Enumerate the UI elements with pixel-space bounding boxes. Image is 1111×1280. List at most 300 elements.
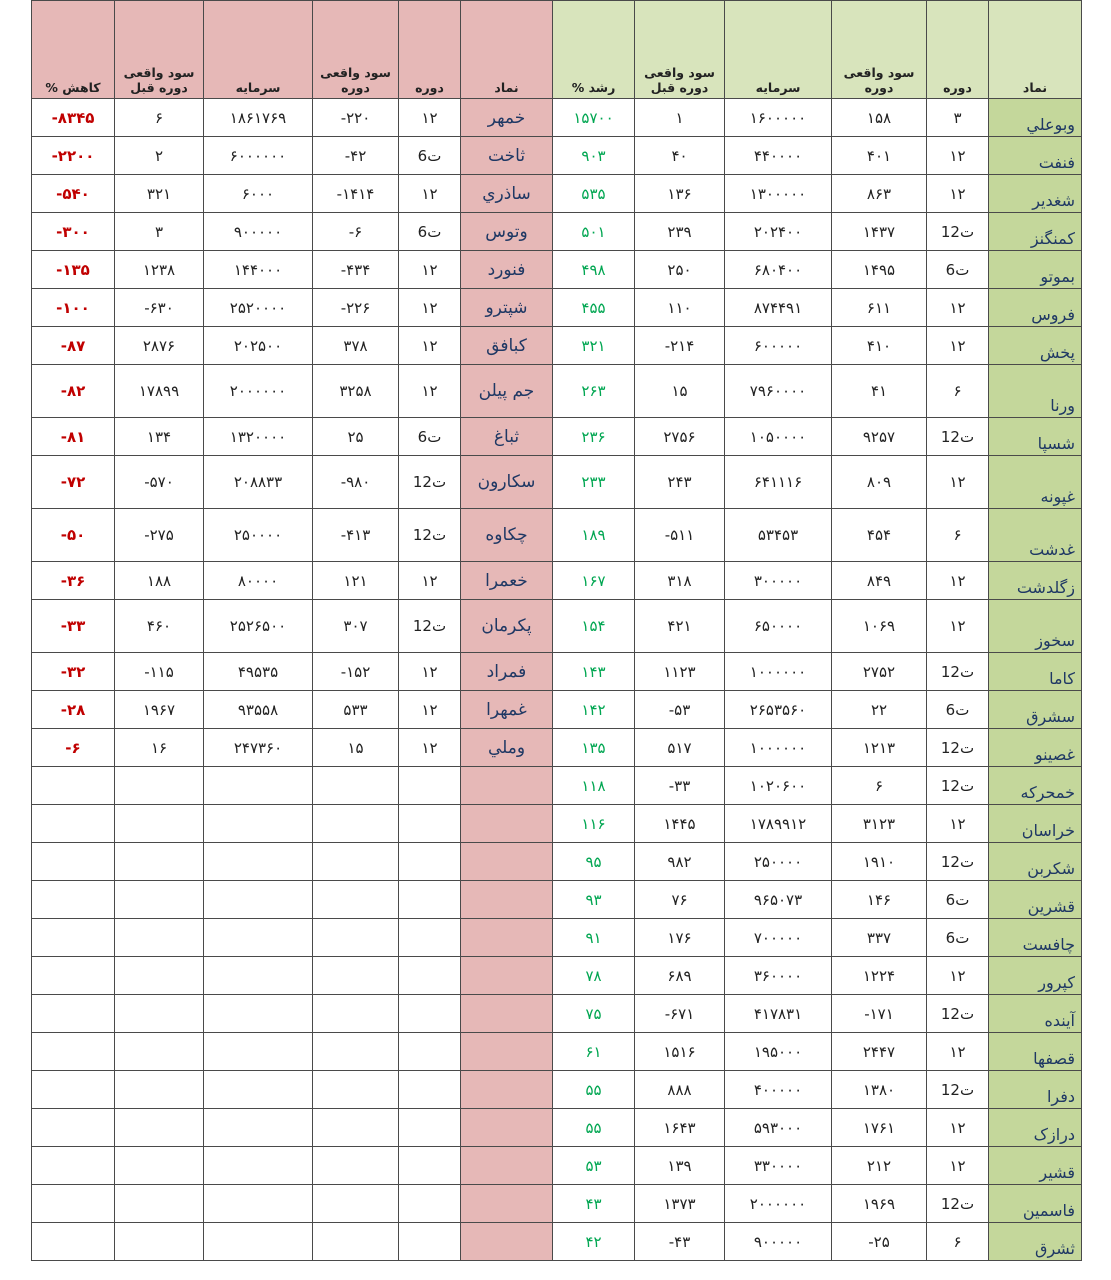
loss-symbol-cell: [461, 919, 553, 957]
growth-growth-pct-cell: ۴۵۵: [553, 289, 635, 327]
loss-capital-cell: ۲۵۲۰۰۰۰: [204, 289, 313, 327]
loss-symbol-cell: [461, 957, 553, 995]
loss-symbol-cell: [461, 1223, 553, 1261]
loss-symbol-cell: ثباغ: [461, 418, 553, 456]
loss-real-profit-period-cell: ۲۵: [313, 418, 399, 456]
growth-real-profit-period-cell: ۱۵۸: [832, 99, 927, 137]
growth-real-profit-prev-cell: ۲۳۹: [635, 213, 725, 251]
loss-real-profit-period-cell: [313, 1147, 399, 1185]
growth-real-profit-period-cell: ۲۲: [832, 691, 927, 729]
loss-capital-cell: ۹۳۵۵۸: [204, 691, 313, 729]
growth-real-profit-period-cell: -۱۷۱: [832, 995, 927, 1033]
loss-period-cell: ۱۲: [399, 327, 461, 365]
loss-real-profit-period-cell: ۳۲۵۸: [313, 365, 399, 418]
loss-symbol-cell: ثاخت: [461, 137, 553, 175]
loss-loss-pct-cell: -۳۶: [32, 562, 115, 600]
loss-capital-cell: [204, 957, 313, 995]
growth-real-profit-period-cell: ۸۶۳: [832, 175, 927, 213]
growth-symbol-cell: چافست: [989, 919, 1082, 957]
loss-capital-cell: ۶۰۰۰: [204, 175, 313, 213]
loss-loss-pct-cell: -۳۲: [32, 653, 115, 691]
table-row: [32, 99, 1082, 137]
header-period-growth: دوره: [927, 1, 989, 99]
loss-symbol-cell: فنورد: [461, 251, 553, 289]
loss-real-profit-prev-cell: ۱۷۸۹۹: [115, 365, 204, 418]
loss-symbol-cell: خعمرا: [461, 562, 553, 600]
header-capital-growth: سرمایه: [725, 1, 832, 99]
loss-period-cell: [399, 881, 461, 919]
loss-period-cell: 12ت: [399, 509, 461, 562]
growth-symbol-cell: شغدير: [989, 175, 1082, 213]
loss-real-profit-period-cell: ۵۳۳: [313, 691, 399, 729]
loss-capital-cell: ۸۰۰۰۰: [204, 562, 313, 600]
loss-symbol-cell: [461, 881, 553, 919]
loss-capital-cell: ۹۰۰۰۰۰: [204, 213, 313, 251]
growth-growth-pct-cell: ۵۵: [553, 1071, 635, 1109]
loss-real-profit-prev-cell: ۱۹۶۷: [115, 691, 204, 729]
loss-period-cell: [399, 919, 461, 957]
growth-period-cell: 12ت: [927, 1071, 989, 1109]
growth-real-profit-prev-cell: -۲۱۴: [635, 327, 725, 365]
growth-period-cell: 6ت: [927, 919, 989, 957]
growth-real-profit-period-cell: ۳۳۷: [832, 919, 927, 957]
table-row: [32, 653, 1082, 691]
loss-period-cell: ۱۲: [399, 175, 461, 213]
loss-symbol-cell: [461, 805, 553, 843]
growth-capital-cell: ۱۷۸۹۹۱۲: [725, 805, 832, 843]
loss-real-profit-period-cell: [313, 919, 399, 957]
loss-capital-cell: ۲۴۷۳۶۰: [204, 729, 313, 767]
table-row: [32, 327, 1082, 365]
growth-period-cell: ۱۲: [927, 289, 989, 327]
growth-real-profit-prev-cell: ۲۴۳: [635, 456, 725, 509]
growth-capital-cell: ۱۳۰۰۰۰۰: [725, 175, 832, 213]
loss-real-profit-period-cell: ۱۲۱: [313, 562, 399, 600]
loss-loss-pct-cell: [32, 881, 115, 919]
growth-growth-pct-cell: ۳۲۱: [553, 327, 635, 365]
growth-real-profit-prev-cell: ۱۵: [635, 365, 725, 418]
growth-capital-cell: ۲۰۰۰۰۰۰: [725, 1185, 832, 1223]
loss-loss-pct-cell: [32, 1033, 115, 1071]
growth-capital-cell: ۱۰۵۰۰۰۰: [725, 418, 832, 456]
growth-capital-cell: ۱۰۲۰۶۰۰: [725, 767, 832, 805]
loss-capital-cell: [204, 805, 313, 843]
loss-capital-cell: ۴۹۵۳۵: [204, 653, 313, 691]
earnings-table-container: [31, 0, 1081, 1261]
earnings-comparison-table: [31, 0, 1082, 1261]
growth-real-profit-prev-cell: ۴۲۱: [635, 600, 725, 653]
growth-capital-cell: ۱۹۵۰۰۰: [725, 1033, 832, 1071]
loss-real-profit-prev-cell: -۵۷۰: [115, 456, 204, 509]
loss-symbol-cell: ساذري: [461, 175, 553, 213]
loss-real-profit-period-cell: ۱۵: [313, 729, 399, 767]
loss-capital-cell: ۲۵۲۶۵۰۰: [204, 600, 313, 653]
loss-symbol-cell: چکاوه: [461, 509, 553, 562]
growth-capital-cell: ۷۰۰۰۰۰: [725, 919, 832, 957]
loss-symbol-cell: [461, 767, 553, 805]
growth-real-profit-prev-cell: ۵۱۷: [635, 729, 725, 767]
loss-symbol-cell: شپترو: [461, 289, 553, 327]
loss-loss-pct-cell: -۸۱: [32, 418, 115, 456]
loss-real-profit-prev-cell: [115, 1223, 204, 1261]
table-row: [32, 691, 1082, 729]
growth-period-cell: 12ت: [927, 213, 989, 251]
growth-capital-cell: ۴۱۷۸۳۱: [725, 995, 832, 1033]
loss-symbol-cell: فمراد: [461, 653, 553, 691]
loss-real-profit-period-cell: [313, 1033, 399, 1071]
loss-period-cell: ۱۲: [399, 365, 461, 418]
loss-real-profit-prev-cell: [115, 881, 204, 919]
table-row: [32, 957, 1082, 995]
loss-real-profit-period-cell: [313, 1071, 399, 1109]
growth-symbol-cell: بموتو: [989, 251, 1082, 289]
table-row: [32, 456, 1082, 509]
growth-growth-pct-cell: ۱۴۲: [553, 691, 635, 729]
growth-growth-pct-cell: ۵۳۵: [553, 175, 635, 213]
loss-symbol-cell: غمهرا: [461, 691, 553, 729]
growth-growth-pct-cell: ۹۱: [553, 919, 635, 957]
growth-capital-cell: ۱۰۰۰۰۰۰: [725, 653, 832, 691]
growth-growth-pct-cell: ۱۱۸: [553, 767, 635, 805]
loss-period-cell: ۱۲: [399, 691, 461, 729]
growth-real-profit-prev-cell: ۱۴۴۵: [635, 805, 725, 843]
growth-period-cell: ۱۲: [927, 1033, 989, 1071]
growth-real-profit-period-cell: ۱۹۶۹: [832, 1185, 927, 1223]
loss-symbol-cell: [461, 1147, 553, 1185]
loss-period-cell: 12ت: [399, 600, 461, 653]
table-row: [32, 1109, 1082, 1147]
loss-period-cell: 6ت: [399, 213, 461, 251]
table-row: [32, 137, 1082, 175]
table-row: [32, 600, 1082, 653]
loss-symbol-cell: [461, 1033, 553, 1071]
loss-loss-pct-cell: [32, 1185, 115, 1223]
table-row: [32, 995, 1082, 1033]
loss-period-cell: ۱۲: [399, 99, 461, 137]
loss-real-profit-prev-cell: [115, 767, 204, 805]
loss-real-profit-period-cell: -۶: [313, 213, 399, 251]
loss-real-profit-prev-cell: ۳۲۱: [115, 175, 204, 213]
growth-period-cell: ۱۲: [927, 1109, 989, 1147]
header-symbol-growth: نماد: [989, 1, 1082, 99]
growth-symbol-cell: خمحرکه: [989, 767, 1082, 805]
loss-period-cell: ۱۲: [399, 289, 461, 327]
growth-symbol-cell: غدشت: [989, 509, 1082, 562]
growth-real-profit-period-cell: ۶: [832, 767, 927, 805]
loss-real-profit-period-cell: [313, 1223, 399, 1261]
growth-real-profit-prev-cell: ۱۶۴۳: [635, 1109, 725, 1147]
growth-period-cell: ۱۲: [927, 805, 989, 843]
loss-real-profit-prev-cell: ۳: [115, 213, 204, 251]
loss-loss-pct-cell: [32, 767, 115, 805]
loss-capital-cell: [204, 881, 313, 919]
growth-real-profit-period-cell: ۴۵۴: [832, 509, 927, 562]
growth-real-profit-period-cell: ۶۱۱: [832, 289, 927, 327]
table-row: [32, 881, 1082, 919]
loss-loss-pct-cell: -۵۰: [32, 509, 115, 562]
loss-loss-pct-cell: -۷۲: [32, 456, 115, 509]
growth-real-profit-period-cell: ۸۰۹: [832, 456, 927, 509]
growth-growth-pct-cell: ۱۵۷۰۰: [553, 99, 635, 137]
loss-capital-cell: [204, 843, 313, 881]
growth-growth-pct-cell: ۹۰۳: [553, 137, 635, 175]
loss-loss-pct-cell: -۸۳۴۵: [32, 99, 115, 137]
table-row: [32, 175, 1082, 213]
loss-real-profit-period-cell: [313, 1109, 399, 1147]
growth-real-profit-period-cell: ۸۴۹: [832, 562, 927, 600]
growth-real-profit-prev-cell: ۱۱۰: [635, 289, 725, 327]
loss-real-profit-prev-cell: [115, 995, 204, 1033]
growth-period-cell: 12ت: [927, 995, 989, 1033]
growth-period-cell: 6ت: [927, 691, 989, 729]
loss-real-profit-prev-cell: ۱۳۴: [115, 418, 204, 456]
header-capital: سرمایه: [204, 1, 313, 99]
loss-period-cell: [399, 1185, 461, 1223]
loss-real-profit-prev-cell: -۱۱۵: [115, 653, 204, 691]
loss-symbol-cell: پکرمان: [461, 600, 553, 653]
growth-growth-pct-cell: ۱۸۹: [553, 509, 635, 562]
loss-capital-cell: ۲۵۰۰۰۰: [204, 509, 313, 562]
growth-growth-pct-cell: ۷۸: [553, 957, 635, 995]
loss-loss-pct-cell: [32, 843, 115, 881]
loss-loss-pct-cell: -۲۸: [32, 691, 115, 729]
loss-real-profit-period-cell: -۲۲۶: [313, 289, 399, 327]
growth-real-profit-period-cell: ۱۲۱۳: [832, 729, 927, 767]
growth-real-profit-prev-cell: ۹۸۲: [635, 843, 725, 881]
table-row: [32, 729, 1082, 767]
growth-capital-cell: ۵۳۴۵۳: [725, 509, 832, 562]
table-row: [32, 1147, 1082, 1185]
header-real-profit-prev: سود واقعی دوره قبل: [115, 1, 204, 99]
growth-growth-pct-cell: ۱۳۵: [553, 729, 635, 767]
table-row: [32, 509, 1082, 562]
loss-real-profit-prev-cell: ۱۶: [115, 729, 204, 767]
loss-real-profit-period-cell: [313, 995, 399, 1033]
loss-symbol-cell: سکارون: [461, 456, 553, 509]
table-row: [32, 843, 1082, 881]
loss-capital-cell: [204, 1071, 313, 1109]
growth-growth-pct-cell: ۷۵: [553, 995, 635, 1033]
growth-symbol-cell: فاسمين: [989, 1185, 1082, 1223]
growth-period-cell: ۱۲: [927, 137, 989, 175]
loss-symbol-cell: خمهر: [461, 99, 553, 137]
loss-loss-pct-cell: [32, 805, 115, 843]
header-symbol: نماد: [461, 1, 553, 99]
growth-capital-cell: ۹۰۰۰۰۰: [725, 1223, 832, 1261]
table-row: [32, 919, 1082, 957]
growth-symbol-cell: شکربن: [989, 843, 1082, 881]
growth-capital-cell: ۶۵۰۰۰۰: [725, 600, 832, 653]
loss-loss-pct-cell: [32, 995, 115, 1033]
growth-growth-pct-cell: ۱۴۳: [553, 653, 635, 691]
loss-real-profit-prev-cell: ۶: [115, 99, 204, 137]
loss-real-profit-prev-cell: [115, 1033, 204, 1071]
loss-loss-pct-cell: [32, 919, 115, 957]
growth-period-cell: ۱۲: [927, 1147, 989, 1185]
loss-real-profit-period-cell: -۴۳۴: [313, 251, 399, 289]
growth-capital-cell: ۶۴۱۱۱۶: [725, 456, 832, 509]
loss-period-cell: ۱۲: [399, 562, 461, 600]
loss-capital-cell: [204, 919, 313, 957]
growth-capital-cell: ۳۳۰۰۰۰: [725, 1147, 832, 1185]
loss-real-profit-prev-cell: [115, 957, 204, 995]
growth-real-profit-prev-cell: ۷۶: [635, 881, 725, 919]
growth-period-cell: ۱۲: [927, 175, 989, 213]
growth-symbol-cell: سشرق: [989, 691, 1082, 729]
growth-symbol-cell: قصفها: [989, 1033, 1082, 1071]
table-row: [32, 289, 1082, 327]
growth-capital-cell: ۳۶۰۰۰۰: [725, 957, 832, 995]
growth-real-profit-prev-cell: -۳۳: [635, 767, 725, 805]
header-loss-pct: % کاهش: [32, 1, 115, 99]
loss-loss-pct-cell: -۱۳۵: [32, 251, 115, 289]
loss-period-cell: [399, 1071, 461, 1109]
growth-period-cell: ۶: [927, 365, 989, 418]
growth-real-profit-prev-cell: -۵۱۱: [635, 509, 725, 562]
growth-capital-cell: ۲۶۵۳۵۶۰: [725, 691, 832, 729]
loss-real-profit-period-cell: [313, 843, 399, 881]
loss-capital-cell: ۱۳۲۰۰۰۰: [204, 418, 313, 456]
loss-capital-cell: [204, 1185, 313, 1223]
loss-loss-pct-cell: [32, 1147, 115, 1185]
growth-growth-pct-cell: ۲۳۶: [553, 418, 635, 456]
table-row: [32, 1185, 1082, 1223]
growth-growth-pct-cell: ۵۵: [553, 1109, 635, 1147]
growth-period-cell: ۱۲: [927, 456, 989, 509]
growth-symbol-cell: شسپا: [989, 418, 1082, 456]
growth-growth-pct-cell: ۹۵: [553, 843, 635, 881]
growth-period-cell: 12ت: [927, 729, 989, 767]
loss-capital-cell: ۲۰۸۸۳۳: [204, 456, 313, 509]
growth-symbol-cell: کمنگنز: [989, 213, 1082, 251]
growth-symbol-cell: وبوعلي: [989, 99, 1082, 137]
loss-symbol-cell: [461, 1071, 553, 1109]
loss-real-profit-period-cell: [313, 957, 399, 995]
loss-capital-cell: [204, 767, 313, 805]
loss-real-profit-prev-cell: [115, 805, 204, 843]
growth-real-profit-prev-cell: ۸۸۸: [635, 1071, 725, 1109]
loss-period-cell: [399, 843, 461, 881]
loss-period-cell: 6ت: [399, 418, 461, 456]
growth-capital-cell: ۶۸۰۴۰۰: [725, 251, 832, 289]
growth-symbol-cell: غپونه: [989, 456, 1082, 509]
loss-period-cell: [399, 1223, 461, 1261]
growth-period-cell: 6ت: [927, 881, 989, 919]
loss-real-profit-prev-cell: -۲۷۵: [115, 509, 204, 562]
loss-real-profit-period-cell: [313, 1185, 399, 1223]
growth-real-profit-period-cell: ۱۴۶: [832, 881, 927, 919]
growth-growth-pct-cell: ۴۹۸: [553, 251, 635, 289]
loss-period-cell: ۱۲: [399, 653, 461, 691]
growth-symbol-cell: کپرور: [989, 957, 1082, 995]
growth-capital-cell: ۲۵۰۰۰۰: [725, 843, 832, 881]
loss-period-cell: 6ت: [399, 137, 461, 175]
loss-real-profit-prev-cell: ۱۲۳۸: [115, 251, 204, 289]
table-header-row: [32, 1, 1082, 99]
growth-real-profit-period-cell: ۴۱۰: [832, 327, 927, 365]
growth-real-profit-prev-cell: -۵۳: [635, 691, 725, 729]
loss-real-profit-prev-cell: ۱۸۸: [115, 562, 204, 600]
loss-capital-cell: [204, 1109, 313, 1147]
loss-period-cell: [399, 995, 461, 1033]
loss-capital-cell: [204, 1223, 313, 1261]
growth-capital-cell: ۹۶۵۰۷۳: [725, 881, 832, 919]
growth-real-profit-period-cell: ۹۲۵۷: [832, 418, 927, 456]
growth-growth-pct-cell: ۵۳: [553, 1147, 635, 1185]
growth-real-profit-prev-cell: ۱۳۷۳: [635, 1185, 725, 1223]
growth-real-profit-period-cell: ۱۴۹۵: [832, 251, 927, 289]
growth-period-cell: ۱۲: [927, 600, 989, 653]
growth-period-cell: ۱۲: [927, 957, 989, 995]
loss-capital-cell: [204, 995, 313, 1033]
growth-capital-cell: ۴۰۰۰۰۰: [725, 1071, 832, 1109]
growth-period-cell: ۱۲: [927, 562, 989, 600]
loss-real-profit-period-cell: [313, 767, 399, 805]
growth-capital-cell: ۱۰۰۰۰۰۰: [725, 729, 832, 767]
growth-symbol-cell: غصينو: [989, 729, 1082, 767]
table-row: [32, 1223, 1082, 1261]
loss-real-profit-prev-cell: [115, 1185, 204, 1223]
loss-real-profit-period-cell: -۴۱۳: [313, 509, 399, 562]
growth-real-profit-period-cell: ۱۷۶۱: [832, 1109, 927, 1147]
loss-real-profit-prev-cell: ۴۶۰: [115, 600, 204, 653]
loss-symbol-cell: وتوس: [461, 213, 553, 251]
loss-period-cell: [399, 1147, 461, 1185]
growth-growth-pct-cell: ۹۳: [553, 881, 635, 919]
growth-real-profit-period-cell: ۲۱۲: [832, 1147, 927, 1185]
growth-capital-cell: ۸۷۴۴۹۱: [725, 289, 832, 327]
loss-loss-pct-cell: [32, 1223, 115, 1261]
growth-real-profit-prev-cell: ۲۷۵۶: [635, 418, 725, 456]
growth-symbol-cell: خراسان: [989, 805, 1082, 843]
growth-real-profit-prev-cell: ۱۳۶: [635, 175, 725, 213]
growth-growth-pct-cell: ۶۱: [553, 1033, 635, 1071]
growth-growth-pct-cell: ۲۶۳: [553, 365, 635, 418]
table-row: [32, 213, 1082, 251]
growth-period-cell: 12ت: [927, 843, 989, 881]
growth-symbol-cell: پخش: [989, 327, 1082, 365]
loss-loss-pct-cell: -۵۴۰: [32, 175, 115, 213]
loss-period-cell: [399, 957, 461, 995]
loss-symbol-cell: [461, 995, 553, 1033]
loss-real-profit-period-cell: -۱۴۱۴: [313, 175, 399, 213]
header-real-profit-period: سود واقعی دوره: [313, 1, 399, 99]
growth-real-profit-period-cell: ۱۴۳۷: [832, 213, 927, 251]
loss-real-profit-period-cell: -۲۲۰: [313, 99, 399, 137]
growth-capital-cell: ۵۹۳۰۰۰: [725, 1109, 832, 1147]
growth-real-profit-period-cell: ۴۱: [832, 365, 927, 418]
loss-period-cell: ۱۲: [399, 729, 461, 767]
growth-growth-pct-cell: ۵۰۱: [553, 213, 635, 251]
growth-period-cell: ۶: [927, 1223, 989, 1261]
loss-symbol-cell: [461, 1109, 553, 1147]
growth-real-profit-prev-cell: ۱۷۶: [635, 919, 725, 957]
growth-real-profit-prev-cell: ۱۳۹: [635, 1147, 725, 1185]
growth-period-cell: 12ت: [927, 653, 989, 691]
growth-period-cell: 6ت: [927, 251, 989, 289]
loss-real-profit-period-cell: [313, 805, 399, 843]
table-row: [32, 365, 1082, 418]
growth-symbol-cell: زگلدشت: [989, 562, 1082, 600]
header-period: دوره: [399, 1, 461, 99]
growth-growth-pct-cell: ۴۳: [553, 1185, 635, 1223]
growth-symbol-cell: درازک: [989, 1109, 1082, 1147]
header-real-profit-period-growth: سود واقعی دوره: [832, 1, 927, 99]
growth-real-profit-prev-cell: -۴۳: [635, 1223, 725, 1261]
growth-real-profit-period-cell: ۱۰۶۹: [832, 600, 927, 653]
growth-real-profit-prev-cell: ۱۱۲۳: [635, 653, 725, 691]
growth-growth-pct-cell: ۱۱۶: [553, 805, 635, 843]
